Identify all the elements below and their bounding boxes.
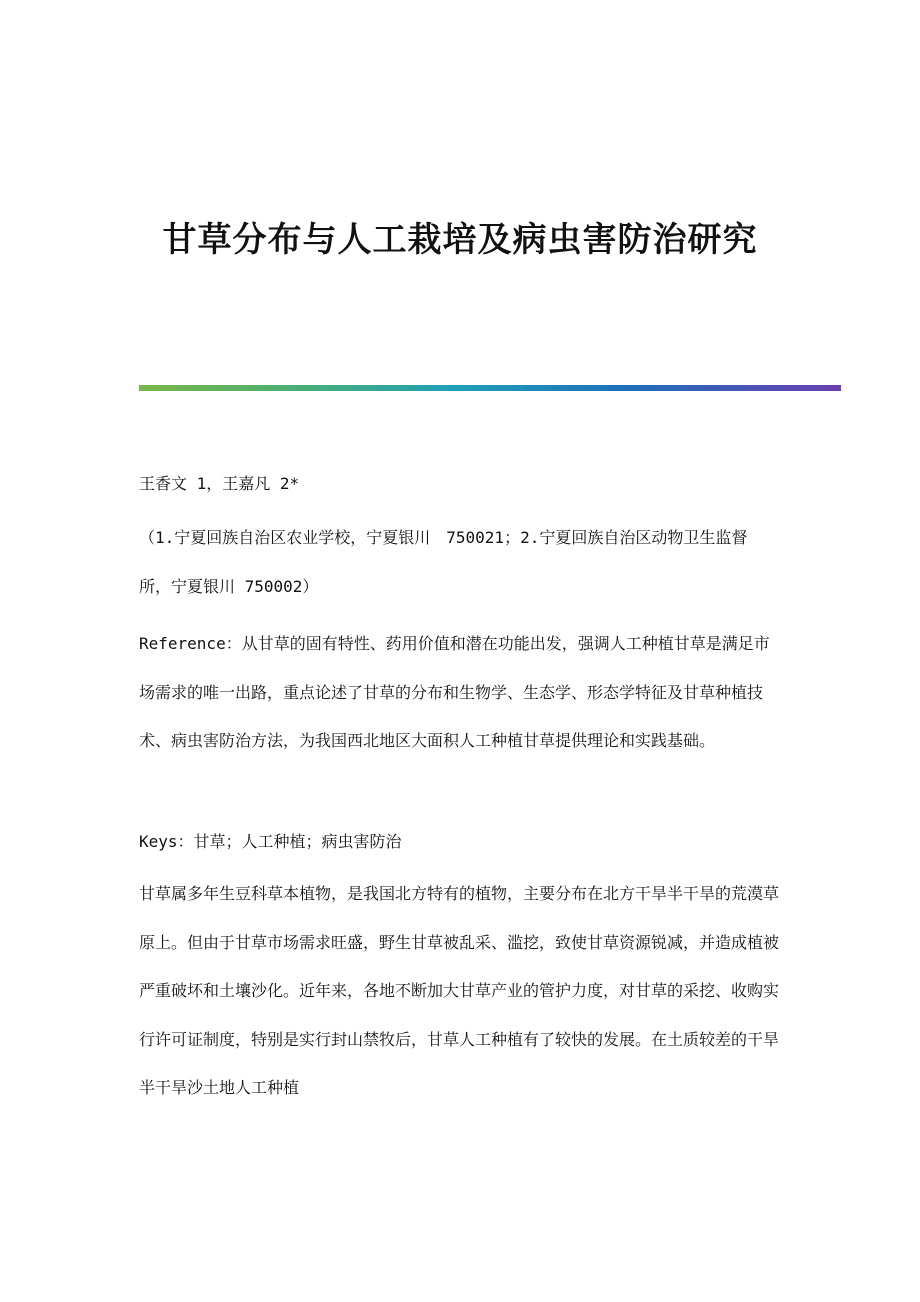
intro-block xyxy=(139,870,779,1113)
abstract-text: 从甘草的固有特性、药用价值和潜在功能出发，强调人工种植甘草是满足市场需求的唯一出路，重点论述了甘草的分布和生物学、生态学、形态学特征及甘草种植技术、病虫害防治方法，为我国西北地区大面积人工种植甘草提供理论和实践基础。 xyxy=(139,634,770,750)
title-divider xyxy=(139,385,841,391)
affiliation-text: （1.宁夏回族自治区农业学校，宁夏银川 750021；2.宁夏回族自治区动物卫生监督所，宁夏银川 750002） xyxy=(139,528,748,596)
abstract-paragraph xyxy=(139,620,779,766)
keywords-text: 甘草；人工种植；病虫害防治 xyxy=(193,832,402,851)
keywords-paragraph xyxy=(139,818,779,867)
abstract-block xyxy=(139,620,779,766)
affiliation-block xyxy=(139,514,779,611)
page-title: 甘草分布与人工栽培及病虫害防治研究 xyxy=(162,220,758,260)
authors-text: 王香文 1，王嘉凡 2* xyxy=(139,474,300,493)
keywords-block xyxy=(139,818,779,867)
keywords-label: Keys： xyxy=(139,832,194,851)
intro-paragraph: 甘草属多年生豆科草本植物，是我国北方特有的植物，主要分布在北方干旱半干旱的荒漠草原上。但由于甘草市场需求旺盛，野生甘草被乱采、滥挖，致使甘草资源锐减，并造成植被严重破坏和土壤沙化。近年来，各地不断加大甘草产业的管护力度，对甘草的采挖、收购实行许可证制度，特别是实行封山禁牧后，甘草人工种植有了较快的发展。在土质较差的干旱半干旱沙土地人工种植 xyxy=(139,884,780,1097)
author-line xyxy=(139,460,779,509)
abstract-label: Reference： xyxy=(139,634,242,653)
